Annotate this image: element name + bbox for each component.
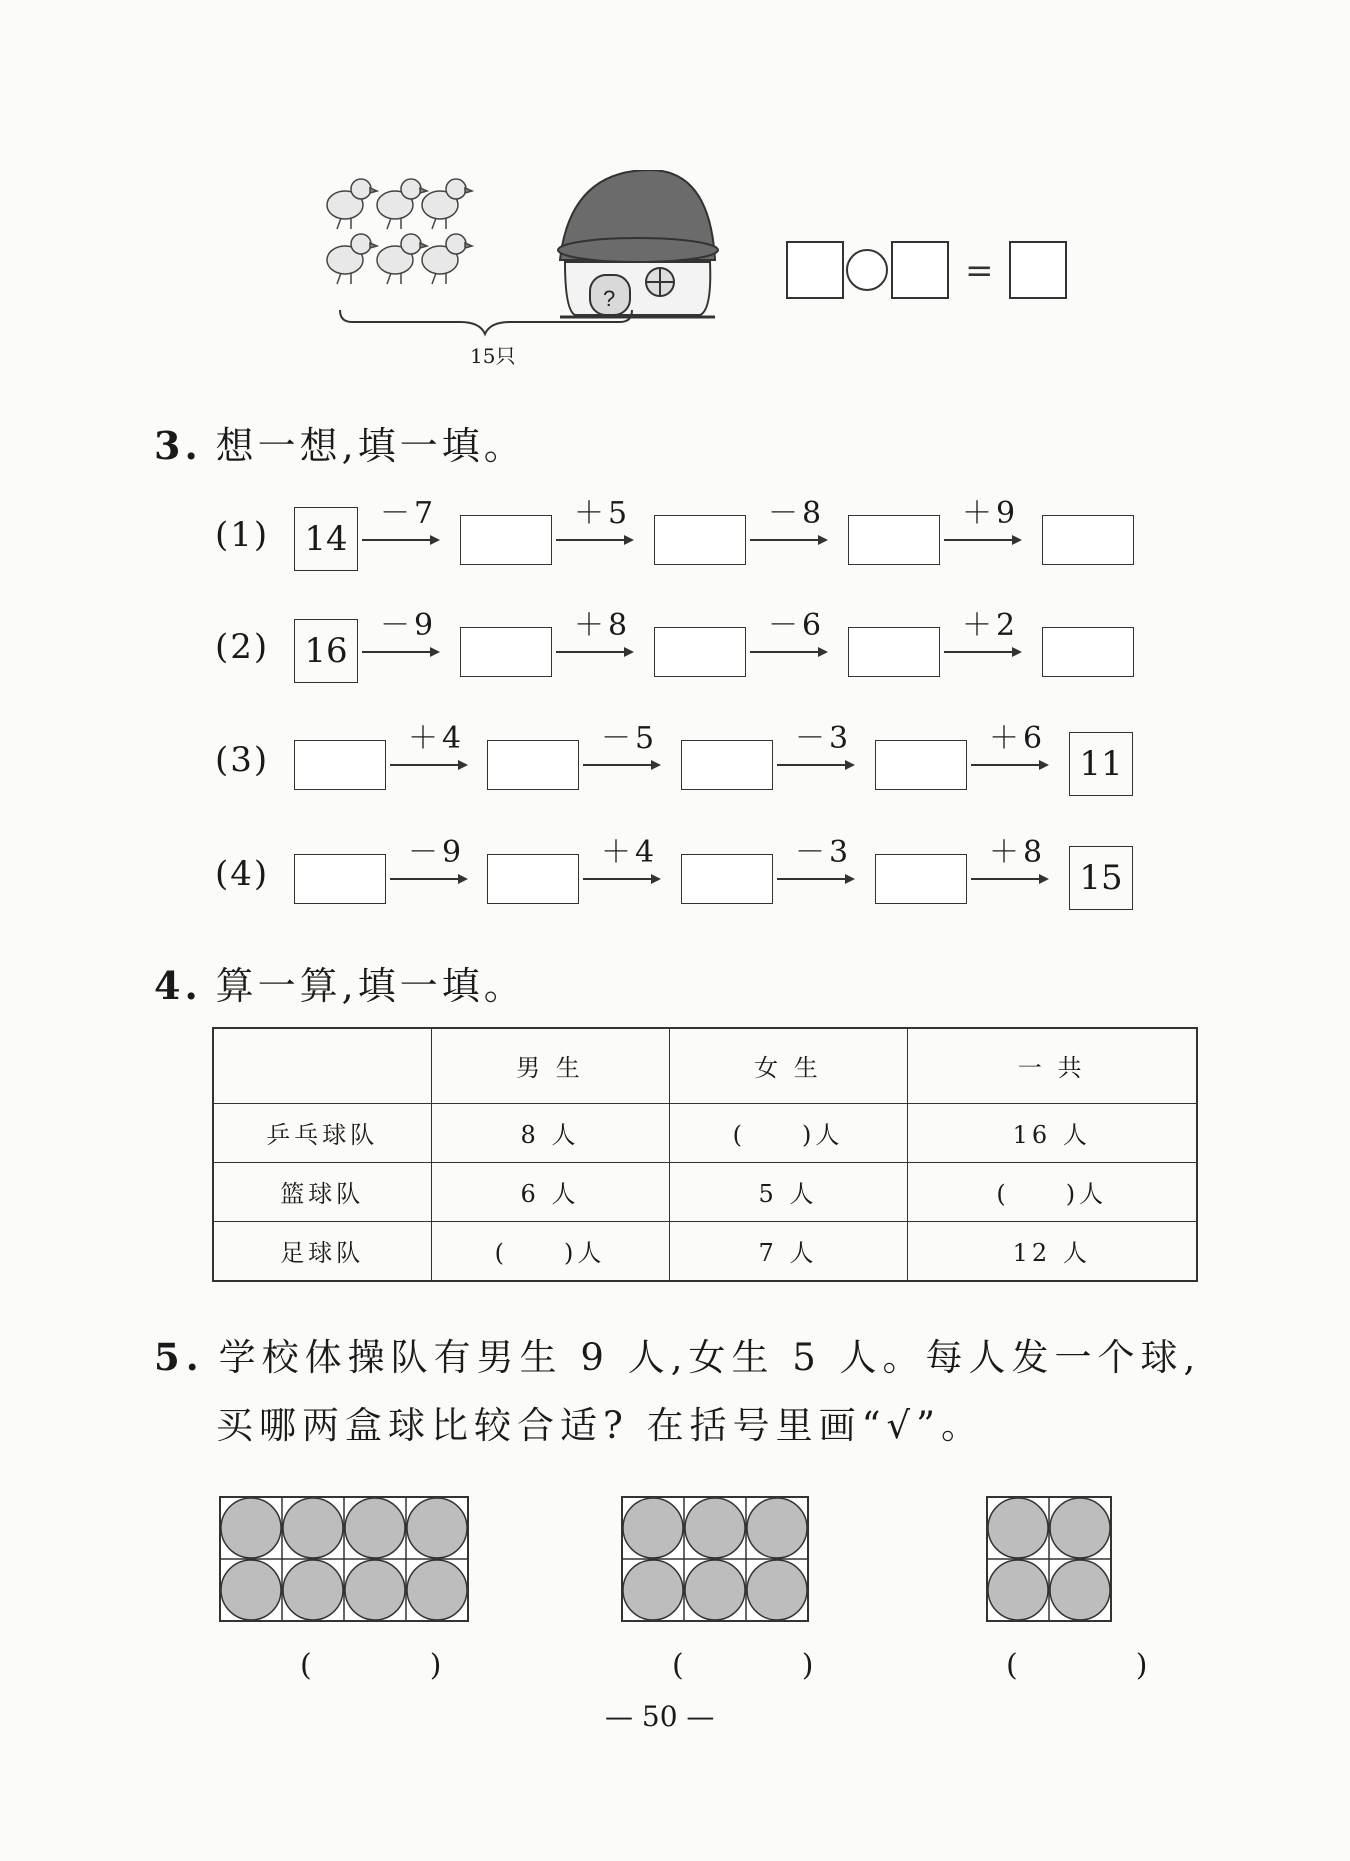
q3-title: 想一想,填一填。 (215, 424, 526, 468)
answer-box[interactable] (848, 627, 940, 677)
answer-box[interactable] (681, 854, 773, 904)
operation-label: ＋8 (574, 608, 632, 643)
operation-label: ＋9 (962, 496, 1020, 531)
table-cell-blank[interactable]: ( )人 (669, 1103, 907, 1162)
answer-box[interactable] (848, 515, 940, 565)
ball-icon (685, 1498, 745, 1558)
ball-icon (221, 1560, 281, 1620)
operation-label: －7 (380, 496, 438, 531)
equals-sign: = (965, 251, 994, 291)
chain-row-label: (3) (215, 740, 270, 780)
ball-icon (685, 1560, 745, 1620)
answer-box[interactable] (460, 627, 552, 677)
operation-label: －3 (795, 835, 853, 870)
table-row (213, 1103, 1197, 1162)
table-cell: 篮球队 (213, 1162, 431, 1221)
ball-icon (407, 1498, 467, 1558)
operation-label: －9 (408, 835, 466, 870)
answer-box[interactable] (1042, 515, 1134, 565)
operation-label: ＋4 (601, 835, 659, 870)
ball-icon (221, 1498, 281, 1558)
page-number: — 50 — (605, 1700, 715, 1733)
table-cell: 12 人 (907, 1221, 1197, 1281)
table-cell: 足球队 (213, 1221, 431, 1281)
operation-label: ＋4 (408, 721, 466, 756)
ball-icon (283, 1498, 343, 1558)
table-cell-blank[interactable]: ( )人 (907, 1162, 1197, 1221)
answer-box[interactable] (460, 515, 552, 565)
ball-icon (988, 1498, 1048, 1558)
answer-box[interactable] (875, 854, 967, 904)
table-cell: 8 人 (431, 1103, 669, 1162)
ball-icon (747, 1560, 807, 1620)
chain-row-label: (4) (215, 854, 270, 894)
choice-paren-2[interactable]: ( ) (672, 1648, 858, 1683)
operation-label: ＋8 (989, 835, 1047, 870)
ball-box (218, 1495, 470, 1623)
q5-number: 5. (154, 1335, 205, 1379)
table-header-cell: 男 生 (431, 1028, 669, 1103)
q5-line1: 学校体操队有男生 9 人,女生 5 人。每人发一个球, (218, 1336, 1202, 1379)
ball-icon (623, 1560, 683, 1620)
table-header-row (213, 1028, 1197, 1103)
q3-number: 3. (154, 423, 202, 468)
choice-paren-1[interactable]: ( ) (300, 1648, 486, 1683)
table-header-cell: 女 生 (669, 1028, 907, 1103)
answer-box[interactable] (681, 740, 773, 790)
chicks-group-icon (320, 170, 1080, 380)
q4-heading (154, 955, 526, 1010)
start-number: 16 (294, 619, 358, 683)
choice-paren-3[interactable]: ( ) (1006, 1648, 1192, 1683)
operation-label: －9 (380, 608, 438, 643)
answer-box[interactable] (487, 740, 579, 790)
ball-icon (407, 1560, 467, 1620)
table-cell: 6 人 (431, 1162, 669, 1221)
operation-label: ＋5 (574, 496, 632, 531)
table-header-cell (213, 1028, 431, 1103)
ball-box (985, 1495, 1113, 1623)
operation-label: －5 (601, 721, 659, 756)
ball-icon (345, 1560, 405, 1620)
operation-label: ＋2 (962, 608, 1020, 643)
svg-text:?: ? (603, 286, 616, 311)
operation-label: －8 (768, 496, 826, 531)
ball-icon (988, 1560, 1048, 1620)
ball-icon (623, 1498, 683, 1558)
q3-heading (154, 415, 526, 470)
equation-boxes (787, 242, 1066, 298)
table-cell: 5 人 (669, 1162, 907, 1221)
ball-box (620, 1495, 810, 1623)
answer-box[interactable] (654, 515, 746, 565)
ball-icon (283, 1560, 343, 1620)
table-row (213, 1162, 1197, 1221)
answer-box[interactable] (1042, 627, 1134, 677)
end-number: 11 (1069, 732, 1133, 796)
ball-icon (345, 1498, 405, 1558)
brace-label: 15只 (470, 344, 516, 368)
operation-label: －6 (768, 608, 826, 643)
answer-box[interactable] (654, 627, 746, 677)
table-row (213, 1221, 1197, 1281)
answer-box[interactable] (294, 854, 386, 904)
q4-number: 4. (154, 963, 202, 1008)
answer-box[interactable] (875, 740, 967, 790)
answer-box[interactable] (487, 854, 579, 904)
chicks-house-illustration (320, 170, 1080, 380)
end-number: 15 (1069, 846, 1133, 910)
table-cell: 16 人 (907, 1103, 1197, 1162)
answer-box[interactable] (294, 740, 386, 790)
chain-row-label: (1) (215, 515, 270, 555)
table-cell-blank[interactable]: ( )人 (431, 1221, 669, 1281)
ball-icon (1050, 1560, 1110, 1620)
table-cell: 7 人 (669, 1221, 907, 1281)
sports-team-table (212, 1027, 1198, 1282)
q4-title: 算一算,填一填。 (215, 964, 526, 1008)
ball-icon (747, 1498, 807, 1558)
operation-label: ＋6 (989, 721, 1047, 756)
operation-label: －3 (795, 721, 853, 756)
table-header-cell: 一 共 (907, 1028, 1197, 1103)
start-number: 14 (294, 507, 358, 571)
q5-line2: 买哪两盒球比较合适? 在括号里画“√”。 (216, 1404, 985, 1447)
q5-text (154, 1323, 1201, 1460)
ball-icon (1050, 1498, 1110, 1558)
chain-row-label: (2) (215, 627, 270, 667)
mushroom-house-icon (558, 170, 718, 317)
table-cell: 乒乓球队 (213, 1103, 431, 1162)
